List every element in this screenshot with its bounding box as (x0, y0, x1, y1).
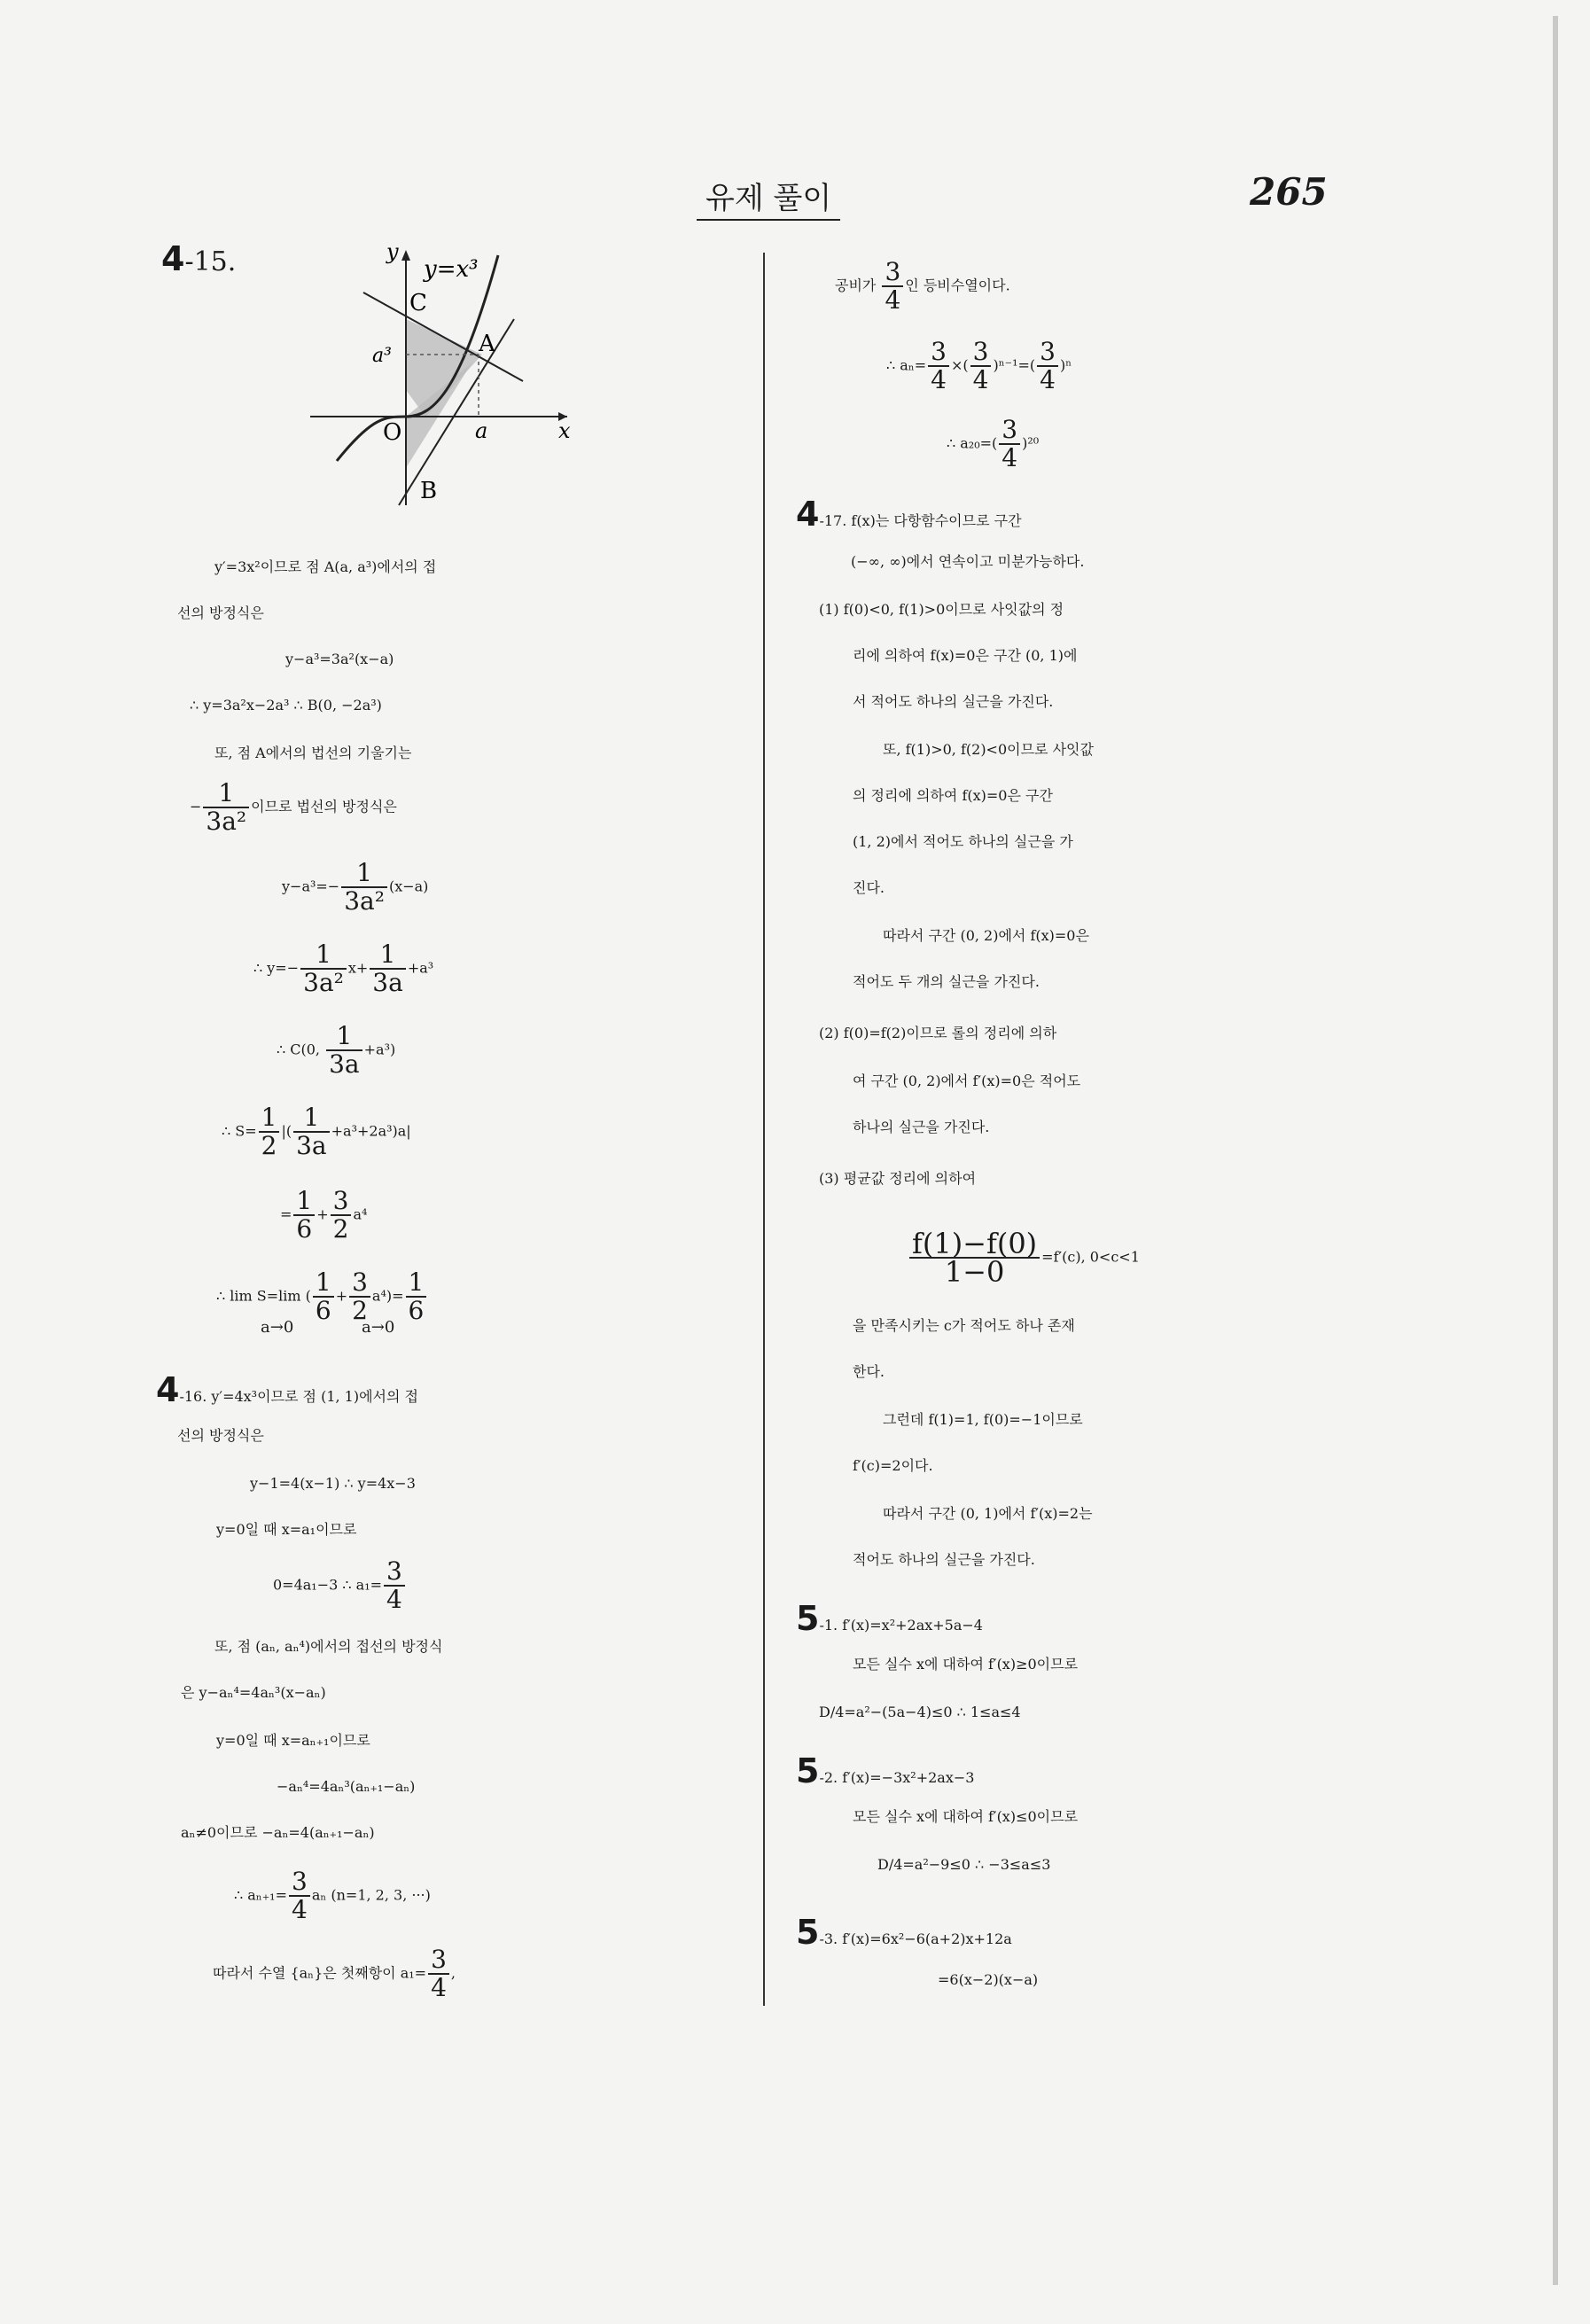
equation: ∴ aₙ= $\frac{3}{4}$ ×( $\frac{3}{4}$ )ⁿ⁻¹=( $\frac{3}{4}$ )ⁿ (886, 337, 1072, 394)
text-line: 선의 방정식은 (177, 1427, 264, 1444)
column-divider (763, 253, 765, 2006)
text-line: 또, 점 A에서의 법선의 기울기는 (214, 745, 412, 761)
equation: y−1=4(x−1) ∴ y=4x−3 (250, 1475, 416, 1492)
equation: D/4=a²−(5a−4)≤0 ∴ 1≤a≤4 (819, 1704, 1021, 1720)
label-point-A: A (479, 331, 495, 357)
limit-subscript: a→0 (261, 1318, 294, 1337)
tangent-normal-figure (301, 239, 594, 514)
fraction: $\frac{1}{3a}$ (326, 1023, 362, 1078)
fraction: $\frac{1}{2}$ (259, 1104, 280, 1159)
text-line: (−∞, ∞)에서 연속이고 미분가능하다. (851, 553, 1085, 570)
equation: ∴ aₙ₊₁= $\frac{3}{4}$ aₙ (n=1, 2, 3, ···) (234, 1867, 431, 1924)
fraction: $\frac{3}{4}$ (999, 417, 1020, 472)
fraction: $\frac{1}{3a}$ (293, 1104, 330, 1159)
problem-4-16-label: 4-16. y′=4x³이므로 점 (1, 1)에서의 접 (156, 1370, 419, 1409)
label-point-C: C (409, 290, 427, 316)
equation: = $\frac{1}{6}$ + $\frac{3}{2}$ a⁴ (280, 1186, 368, 1244)
problem-5-2-label: 5-2. f′(x)=−3x²+2ax−3 (796, 1751, 975, 1790)
text-line: (1, 2)에서 적어도 하나의 실근을 가 (853, 833, 1073, 850)
text-line: 진다. (853, 879, 885, 896)
page-edge-shadow (1553, 16, 1558, 2285)
fraction: $\frac{f(1)-f(0)}{1-0}$ (909, 1230, 1040, 1285)
fraction: $\frac{3}{4}$ (970, 339, 992, 394)
text-line: 의 정리에 의하여 f(x)=0은 구간 (853, 787, 1053, 804)
fraction: $\frac{1}{\text{3a²}}$ (341, 860, 387, 915)
text-line: (3) 평균값 정리에 의하여 (819, 1170, 977, 1187)
fraction: $\frac{1}{\text{3a²}}$ (203, 780, 249, 835)
problem-4-15-label: 4-15. (161, 239, 237, 278)
text-line: y=0일 때 x=aₙ₊₁이므로 (216, 1732, 370, 1749)
text-line: y=0일 때 x=a₁이므로 (216, 1521, 357, 1538)
equation: y−a³=3a²(x−a) (285, 651, 394, 667)
fraction: $\frac{3}{4}$ (428, 1946, 449, 2001)
fraction: $\frac{3}{4}$ (928, 339, 949, 394)
text-line: 또, 점 (aₙ, aₙ⁴)에서의 접선의 방정식 (214, 1638, 443, 1655)
text-line: 하나의 실근을 가진다. (853, 1119, 990, 1135)
equation: 0=4a₁−3 ∴ a₁= $\frac{3}{4}$ (273, 1558, 407, 1613)
label-a-cubed: a³ (372, 345, 392, 367)
text-line: 또, f(1)>0, f(2)<0이므로 사잇값 (883, 741, 1094, 758)
equation: ∴ S= $\frac{1}{2}$ |( $\frac{1}{3a}$ +a³+2a³)a| (222, 1103, 411, 1160)
text-line: 따라서 구간 (0, 2)에서 f(x)=0은 (883, 927, 1089, 944)
limit-subscript: a→0 (362, 1318, 395, 1337)
page-number: 265 (1250, 170, 1328, 214)
text-line: 모든 실수 x에 대하여 f′(x)≤0이므로 (853, 1808, 1079, 1825)
equation: − $\frac{1}{\text{3a²}}$ 이므로 법선의 방정식은 (190, 778, 397, 836)
fraction: $\frac{3}{4}$ (1037, 339, 1058, 394)
header-title: 유제 풀이 (697, 174, 840, 221)
problem-5-3-label: 5-3. f′(x)=6x²−6(a+2)x+12a (796, 1913, 1012, 1952)
limit-equation: ∴ lim S=lim ( $\frac{1}{6}$ + $\frac{3}{2}$ a⁴)= $\frac{1}{6}$ (216, 1269, 428, 1324)
equation: ∴ y=3a²x−2a³ ∴ B(0, −2a³) (190, 697, 382, 714)
problem-4-17-label: 4-17. f(x)는 다항함수이므로 구간 (796, 495, 1022, 534)
text-line: 여 구간 (0, 2)에서 f′(x)=0은 적어도 (853, 1072, 1081, 1089)
text-line: 서 적어도 하나의 실근을 가진다. (853, 693, 1054, 710)
text-line: 선의 방정식은 (177, 604, 264, 621)
fraction: $\frac{1}{3a}$ (370, 941, 406, 996)
text-line: 그런데 f(1)=1, f(0)=−1이므로 (883, 1411, 1083, 1428)
label-origin: O (383, 419, 402, 446)
text-line: (1) f(0)<0, f(1)>0이므로 사잇값의 정 (819, 601, 1064, 618)
text-line: (2) f(0)=f(2)이므로 롤의 정리에 의하 (819, 1025, 1057, 1041)
equation: −aₙ⁴=4aₙ³(aₙ₊₁−aₙ) (277, 1778, 416, 1795)
fraction: $\frac{1}{6}$ (293, 1188, 315, 1243)
text-line: 리에 의하여 f(x)=0은 구간 (0, 1)에 (853, 647, 1078, 664)
label-curve: y=x³ (424, 256, 479, 283)
label-a: a (475, 418, 488, 443)
text-line: 적어도 두 개의 실근을 가진다. (853, 973, 1040, 990)
equation: ∴ y=− $\frac{1}{\text{3a²}}$ x+ $\frac{1}{3a}$ +a³ (253, 940, 434, 997)
text-line: f′(c)=2이다. (853, 1457, 933, 1474)
text-line: 한다. (853, 1363, 885, 1380)
label-point-B: B (420, 478, 438, 504)
equation: aₙ≠0이므로 −aₙ=4(aₙ₊₁−aₙ) (181, 1824, 375, 1841)
equation: y−a³=− $\frac{1}{\text{3a²}}$ (x−a) (282, 858, 429, 916)
label-y-axis: y (386, 239, 399, 264)
equation: =6(x−2)(x−a) (938, 1971, 1039, 1988)
fraction: $\frac{3}{4}$ (384, 1558, 405, 1613)
fraction: $\frac{3}{2}$ (349, 1269, 370, 1324)
equation: ∴ a₂₀=( $\frac{3}{4}$ )²⁰ (947, 415, 1040, 472)
text-line: 따라서 구간 (0, 1)에서 f′(x)=2는 (883, 1505, 1093, 1522)
text-line: y′=3x²이므로 점 A(a, a³)에서의 접 (214, 558, 437, 575)
fraction: $\frac{1}{\text{3a²}}$ (300, 941, 347, 996)
equation: ∴ C(0, $\frac{1}{3a}$ +a³) (277, 1021, 396, 1079)
fraction: $\frac{1}{6}$ (313, 1269, 334, 1324)
fraction: $\frac{3}{2}$ (331, 1188, 352, 1243)
text-line: 을 만족시키는 c가 적어도 하나 존재 (853, 1317, 1075, 1334)
text-line: 따라서 수열 {aₙ}은 첫째항이 a₁= $\frac{3}{4}$ , (213, 1945, 456, 2002)
label-x-axis: x (558, 418, 571, 443)
equation: D/4=a²−9≤0 ∴ −3≤a≤3 (877, 1856, 1051, 1873)
fraction: $\frac{3}{4}$ (289, 1868, 310, 1923)
mean-value-equation: $\frac{f(1)-f(0)}{1-0}$ =f′(c), 0<c<1 (908, 1230, 1140, 1285)
text-line: 적어도 하나의 실근을 가진다. (853, 1551, 1035, 1568)
problem-5-1-label: 5-1. f′(x)=x²+2ax+5a−4 (796, 1599, 983, 1638)
text-line: 공비가 $\frac{3}{4}$ 인 등비수열이다. (835, 257, 1010, 315)
text-line: 모든 실수 x에 대하여 f′(x)≥0이므로 (853, 1656, 1079, 1673)
fraction: $\frac{1}{6}$ (406, 1269, 427, 1324)
equation: 은 y−aₙ⁴=4aₙ³(x−aₙ) (181, 1684, 326, 1701)
fraction: $\frac{3}{4}$ (882, 259, 903, 314)
